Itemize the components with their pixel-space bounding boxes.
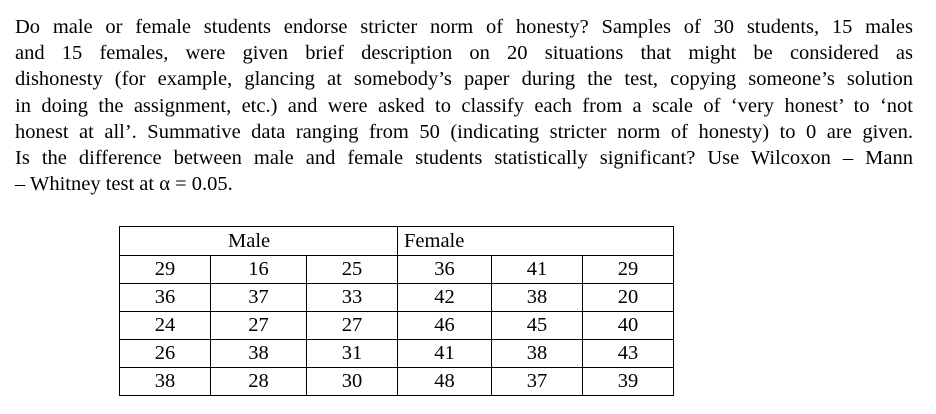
table-header-row — [120, 227, 674, 256]
table-cell: 43 — [583, 340, 674, 368]
problem-line: dishonesty (for example, glancing at somebody’s paper during the test, copying someone’s solution — [15, 68, 913, 91]
table-body — [120, 256, 674, 396]
table-row — [120, 256, 674, 284]
problem-line: Do male or female students endorse stricter norm of honesty? Samples of 30 students, 15 males — [15, 16, 913, 38]
problem-line: Is the difference between male and female students statistically significant? Use Wilcoxon – Mann — [15, 147, 913, 170]
table-cell: 30 — [307, 368, 398, 396]
table-cell: 36 — [398, 256, 492, 284]
table-cell: 29 — [120, 256, 211, 284]
table-cell: 25 — [307, 256, 398, 284]
table-row — [120, 368, 674, 396]
table-cell: 38 — [120, 368, 211, 396]
problem-line: and 15 females, were given brief description on 20 situations that might be considered as — [15, 42, 913, 65]
female-header-label: Female — [404, 229, 465, 252]
table-cell: 45 — [492, 312, 583, 340]
table-cell: 38 — [492, 284, 583, 312]
table-cell: 33 — [307, 284, 398, 312]
scores-table — [119, 226, 674, 396]
table-row — [120, 312, 674, 340]
table-cell: 38 — [211, 340, 307, 368]
problem-line: in doing the assignment, etc.) and were asked to classify each from a scale of ‘very honest’ to ‘not — [15, 94, 913, 117]
table-cell: 41 — [398, 340, 492, 368]
male-header — [120, 227, 398, 256]
table-cell: 42 — [398, 284, 492, 312]
table-cell: 29 — [583, 256, 674, 284]
table-cell: 37 — [492, 368, 583, 396]
table-cell: 26 — [120, 340, 211, 368]
table-cell: 36 — [120, 284, 211, 312]
table-cell: 40 — [583, 312, 674, 340]
table-cell: 20 — [583, 284, 674, 312]
table-cell: 24 — [120, 312, 211, 340]
table-cell: 27 — [211, 312, 307, 340]
table-cell: 41 — [492, 256, 583, 284]
table-row — [120, 340, 674, 368]
table-row — [120, 284, 674, 312]
table-cell: 37 — [211, 284, 307, 312]
table-cell: 46 — [398, 312, 492, 340]
table-cell: 27 — [307, 312, 398, 340]
problem-line: – Whitney test at α = 0.05. — [15, 173, 233, 196]
table-cell: 48 — [398, 368, 492, 396]
table-cell: 38 — [492, 340, 583, 368]
table-cell: 31 — [307, 340, 398, 368]
female-header — [398, 227, 674, 256]
table-cell: 39 — [583, 368, 674, 396]
male-header-label: Male — [228, 229, 271, 252]
problem-line: honest at all’. Summative data ranging from 50 (indicating stricter norm of honesty) to 0 are given. — [15, 120, 913, 143]
problem-statement — [15, 14, 913, 197]
table-cell: 28 — [211, 368, 307, 396]
table-cell: 16 — [211, 256, 307, 284]
